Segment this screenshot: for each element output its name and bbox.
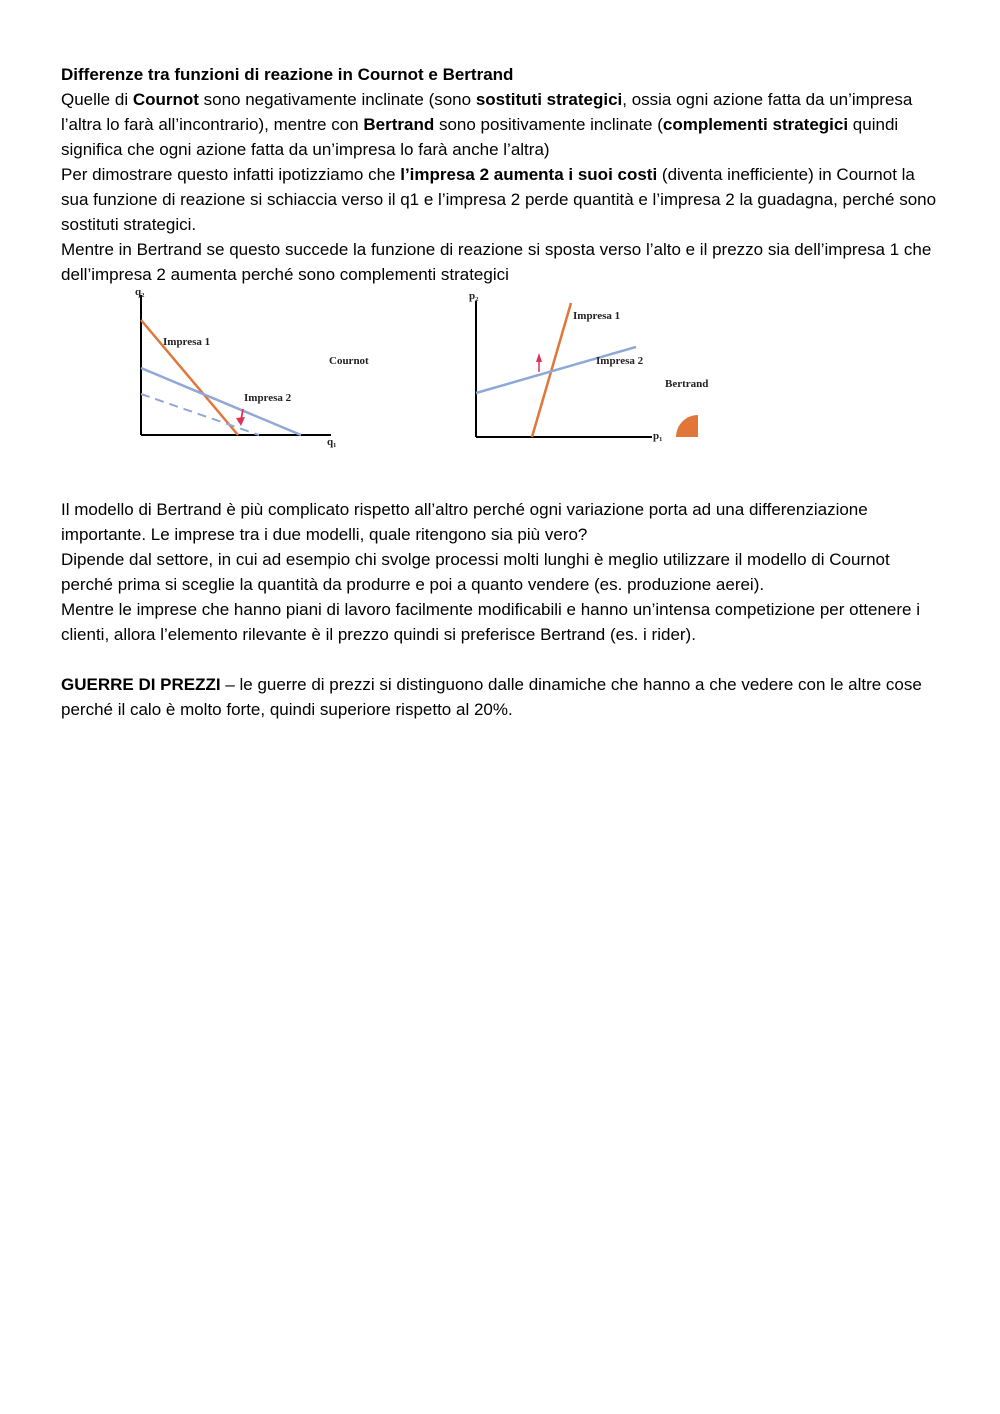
- text-run: sono negativamente inclinate (sono: [198, 90, 476, 109]
- bertrand-impresa2-label: Impresa 2: [596, 355, 644, 367]
- bold-run: GUERRE DI PREZZI: [61, 675, 221, 694]
- paragraph-gap: [61, 647, 941, 672]
- text-run: Per dimostrare questo infatti ipotizziamo che: [61, 165, 401, 184]
- paragraph-cournot-bertrand: [61, 87, 941, 162]
- bertrand-figure: [466, 287, 726, 452]
- bertrand-model-label: Bertrand: [665, 378, 709, 390]
- section-heading: Differenze tra funzioni di reazione in Cournot e Bertrand: [61, 65, 514, 84]
- figures-row: [61, 287, 941, 497]
- document-page: [61, 62, 941, 722]
- paragraph-flexible: Mentre le imprese che hanno piani di lavoro facilmente modificabili e hanno un’intensa competizione per ottenere i clienti, allora l’elemento rilevante è il prezzo quindi si preferisce Bertrand (es. i rider).: [61, 600, 920, 644]
- paragraph-bertrand: Mentre in Bertrand se questo succede la funzione di reazione si sposta verso l’alto e il prezzo sia dell’impresa 1 che dell’impresa 2 aumenta perché sono complementi strategici: [61, 240, 932, 284]
- bertrand-shift-arrowhead: [536, 353, 542, 362]
- cournot-model-label: Cournot: [329, 355, 369, 367]
- paragraph-costs: [61, 162, 941, 237]
- paragraph-price-wars: [61, 672, 941, 722]
- cournot-impresa1-label: Impresa 1: [163, 336, 211, 348]
- bold-run: l’impresa 2 aumenta i suoi costi: [400, 165, 658, 184]
- bold-run: Cournot: [132, 90, 199, 109]
- bertrand-impresa1-label: Impresa 1: [573, 310, 621, 322]
- cournot-impresa2-label: Impresa 2: [244, 392, 292, 404]
- bold-run: Bertrand: [363, 115, 435, 134]
- quarter-circle-decoration: [676, 415, 698, 437]
- paragraph-sector: Dipende dal settore, in cui ad esempio chi svolge processi molti lunghi è meglio utilizzare il modello di Cournot perché prima si sceglie la quantità da produrre e poi a quanto vendere (es. produzione aerei).: [61, 550, 890, 594]
- cournot-diagram: [131, 287, 401, 452]
- text-run: , ossia ogni azione fatta da un’impresa l’altra lo farà all’incontrario), mentre con: [61, 90, 913, 134]
- bold-run: complementi strategici: [662, 115, 849, 134]
- bertrand-x-axis-label: p₁: [653, 430, 663, 442]
- paragraph-bertrand-complexity: Il modello di Bertrand è più complicato rispetto all’altro perché ogni variazione porta ad una differenziazione importante. Le imprese tra i due modelli, quale ritengono sia più vero?: [61, 500, 868, 544]
- bold-run: sostituti strategici: [475, 90, 623, 109]
- cournot-y-axis-label: q₂: [135, 287, 145, 298]
- bertrand-diagram: [466, 287, 726, 452]
- text-run: sono positivamente inclinate (: [434, 115, 663, 134]
- cournot-figure: [131, 287, 401, 452]
- cournot-x-axis-label: q₁: [327, 436, 337, 448]
- text-run: (diventa inefficiente) in Cournot la sua funzione di reazione si schiaccia verso il q1 e l’impresa 2 perde quantità e l’impresa 2 la guadagna, perché sono sostituti strategici.: [61, 165, 937, 234]
- bertrand-y-axis-label: p₂: [469, 290, 479, 302]
- text-run: Quelle di: [61, 90, 133, 109]
- text-run: – le guerre di prezzi si distinguono dalle dinamiche che hanno a che vedere con le altre cose perché il calo è molto forte, quindi superiore rispetto al 20%.: [61, 675, 922, 719]
- text-run: quindi significa che ogni azione fatta da un’impresa lo farà anche l’altra): [61, 115, 899, 159]
- cournot-shift-arrowhead: [236, 417, 245, 426]
